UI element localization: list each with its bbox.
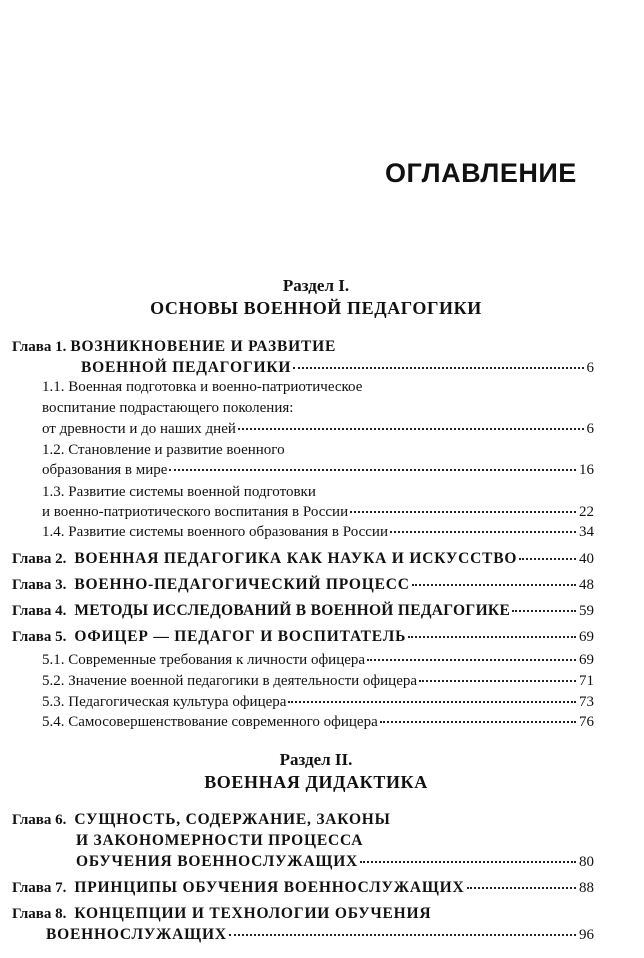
toc-chapter-2[interactable]	[12, 550, 594, 568]
subsection-1-2-line1[interactable]: 1.2. Становление и развитие военного	[42, 442, 285, 458]
chapter-6-page: 80	[579, 854, 594, 870]
toc-subsection-5-2[interactable]	[42, 673, 594, 690]
leader-dots	[229, 933, 576, 936]
chapter-7-prefix: Глава 7.	[12, 880, 67, 896]
chapter-2-page: 40	[579, 551, 594, 567]
toc-subsection-5-1[interactable]	[42, 652, 594, 669]
chapter-1-prefix: Глава 1.	[12, 339, 67, 355]
toc-chapter-7[interactable]	[12, 879, 594, 897]
chapter-7-title: ПРИНЦИПЫ ОБУЧЕНИЯ ВОЕННОСЛУЖАЩИХ	[74, 879, 465, 896]
subsection-5-4-label: 5.4. Самосовершенствование современного офицера	[42, 714, 378, 730]
subsection-1-2-page: 16	[579, 462, 594, 478]
subsection-1-3-line1[interactable]: 1.3. Развитие системы военной подготовки	[42, 484, 316, 500]
section-2-number: Раздел II.	[279, 750, 353, 769]
chapter-1-title-line1: ВОЗНИКНОВЕНИЕ И РАЗВИТИЕ	[70, 338, 337, 355]
chapter-7-page: 88	[579, 880, 594, 896]
toc-subsection-5-3[interactable]	[42, 694, 594, 711]
toc-chapter-4[interactable]	[12, 602, 594, 620]
chapter-2-title: ВОЕННАЯ ПЕДАГОГИКА КАК НАУКА И ИСКУССТВО	[74, 550, 518, 567]
subsection-1-3-line2: и военно-патриотического воспитания в России	[42, 504, 349, 520]
chapter-3-prefix: Глава 3.	[12, 577, 67, 593]
leader-dots	[288, 700, 576, 703]
chapter-5-page: 69	[579, 629, 594, 645]
toc-subsection-1-4[interactable]	[42, 524, 594, 541]
leader-dots	[238, 427, 584, 430]
toc-chapter-1-line2[interactable]	[81, 359, 594, 377]
subsection-5-1-label: 5.1. Современные требования к личности офицера	[42, 652, 366, 668]
toc-subsection-1-2[interactable]	[42, 462, 594, 479]
leader-dots	[380, 720, 576, 723]
subsection-1-4-label: 1.4. Развитие системы военного образования в России	[42, 524, 388, 540]
toc-chapter-6[interactable]	[12, 811, 391, 829]
chapter-4-prefix: Глава 4.	[12, 603, 67, 619]
toc-chapter-6-line3[interactable]	[76, 853, 594, 871]
chapter-6-prefix: Глава 6.	[12, 812, 67, 828]
subsection-5-2-label: 5.2. Значение военной педагогики в деятельности офицера	[42, 673, 418, 689]
chapter-5-title: ОФИЦЕР — ПЕДАГОГ И ВОСПИТАТЕЛЬ	[74, 628, 407, 645]
chapter-5-prefix: Глава 5.	[12, 629, 67, 645]
toc-chapter-1[interactable]	[12, 338, 336, 356]
leader-dots	[408, 635, 576, 638]
subsection-5-4-page: 76	[579, 714, 594, 730]
subsection-1-2-line2: образования в мире	[42, 462, 168, 478]
chapter-3-title: ВОЕННО-ПЕДАГОГИЧЕСКИЙ ПРОЦЕСС	[74, 576, 410, 593]
leader-dots	[367, 658, 576, 661]
leader-dots	[360, 860, 576, 863]
chapter-8-page: 96	[579, 927, 594, 943]
toc-subsection-5-4[interactable]	[42, 714, 594, 731]
chapter-2-prefix: Глава 2.	[12, 551, 67, 567]
leader-dots	[350, 510, 576, 513]
subsection-1-1-line2[interactable]: воспитание подрастающего поколения:	[42, 400, 294, 416]
section-1-title: ОСНОВЫ ВОЕННОЙ ПЕДАГОГИКИ	[150, 298, 482, 318]
section-2-title: ВОЕННАЯ ДИДАКТИКА	[204, 772, 428, 792]
subsection-1-4-page: 34	[579, 524, 594, 540]
section-1-number: Раздел I.	[282, 276, 350, 295]
toc-subsection-1-3[interactable]	[42, 504, 594, 521]
toc-chapter-8[interactable]	[12, 905, 431, 923]
chapter-1-page: 6	[586, 360, 594, 376]
subsection-5-3-page: 73	[579, 694, 594, 710]
subsection-5-2-page: 71	[579, 673, 594, 689]
chapter-8-title-line2: ВОЕННОСЛУЖАЩИХ	[46, 926, 227, 943]
chapter-6-title-line2[interactable]: И ЗАКОНОМЕРНОСТИ ПРОЦЕССА	[76, 832, 364, 849]
chapter-4-page: 59	[579, 603, 594, 619]
subsection-1-1-line3: от древности и до наших дней	[42, 421, 236, 437]
chapter-1-title-line2: ВОЕННОЙ ПЕДАГОГИКИ	[81, 359, 292, 376]
toc-subsection-1-1[interactable]	[42, 421, 594, 438]
subsection-5-3-label: 5.3. Педагогическая культура офицера	[42, 694, 287, 710]
leader-dots	[512, 609, 576, 612]
subsection-1-1-page: 6	[586, 421, 594, 437]
subsection-5-1-page: 69	[579, 652, 594, 668]
leader-dots	[390, 530, 576, 533]
leader-dots	[412, 583, 576, 586]
chapter-3-page: 48	[579, 577, 594, 593]
leader-dots	[467, 886, 576, 889]
chapter-6-title-line3: ОБУЧЕНИЯ ВОЕННОСЛУЖАЩИХ	[76, 853, 359, 870]
leader-dots	[519, 557, 576, 560]
page-title: ОГЛАВЛЕНИЕ	[385, 158, 577, 188]
chapter-4-title: МЕТОДЫ ИССЛЕДОВАНИЙ В ВОЕННОЙ ПЕДАГОГИКЕ	[74, 602, 511, 619]
subsection-1-1-line1[interactable]: 1.1. Военная подготовка и военно-патриотическое	[42, 379, 363, 395]
toc-chapter-8-line2[interactable]	[46, 926, 594, 944]
chapter-6-title-line1: СУЩНОСТЬ, СОДЕРЖАНИЕ, ЗАКОНЫ	[74, 811, 391, 828]
subsection-1-3-page: 22	[579, 504, 594, 520]
leader-dots	[169, 468, 576, 471]
chapter-8-title-line1: КОНЦЕПЦИИ И ТЕХНОЛОГИИ ОБУЧЕНИЯ	[74, 905, 432, 922]
leader-dots	[419, 679, 576, 682]
leader-dots	[293, 366, 583, 369]
toc-chapter-5[interactable]	[12, 628, 594, 646]
chapter-8-prefix: Глава 8.	[12, 906, 67, 922]
toc-chapter-3[interactable]	[12, 576, 594, 594]
